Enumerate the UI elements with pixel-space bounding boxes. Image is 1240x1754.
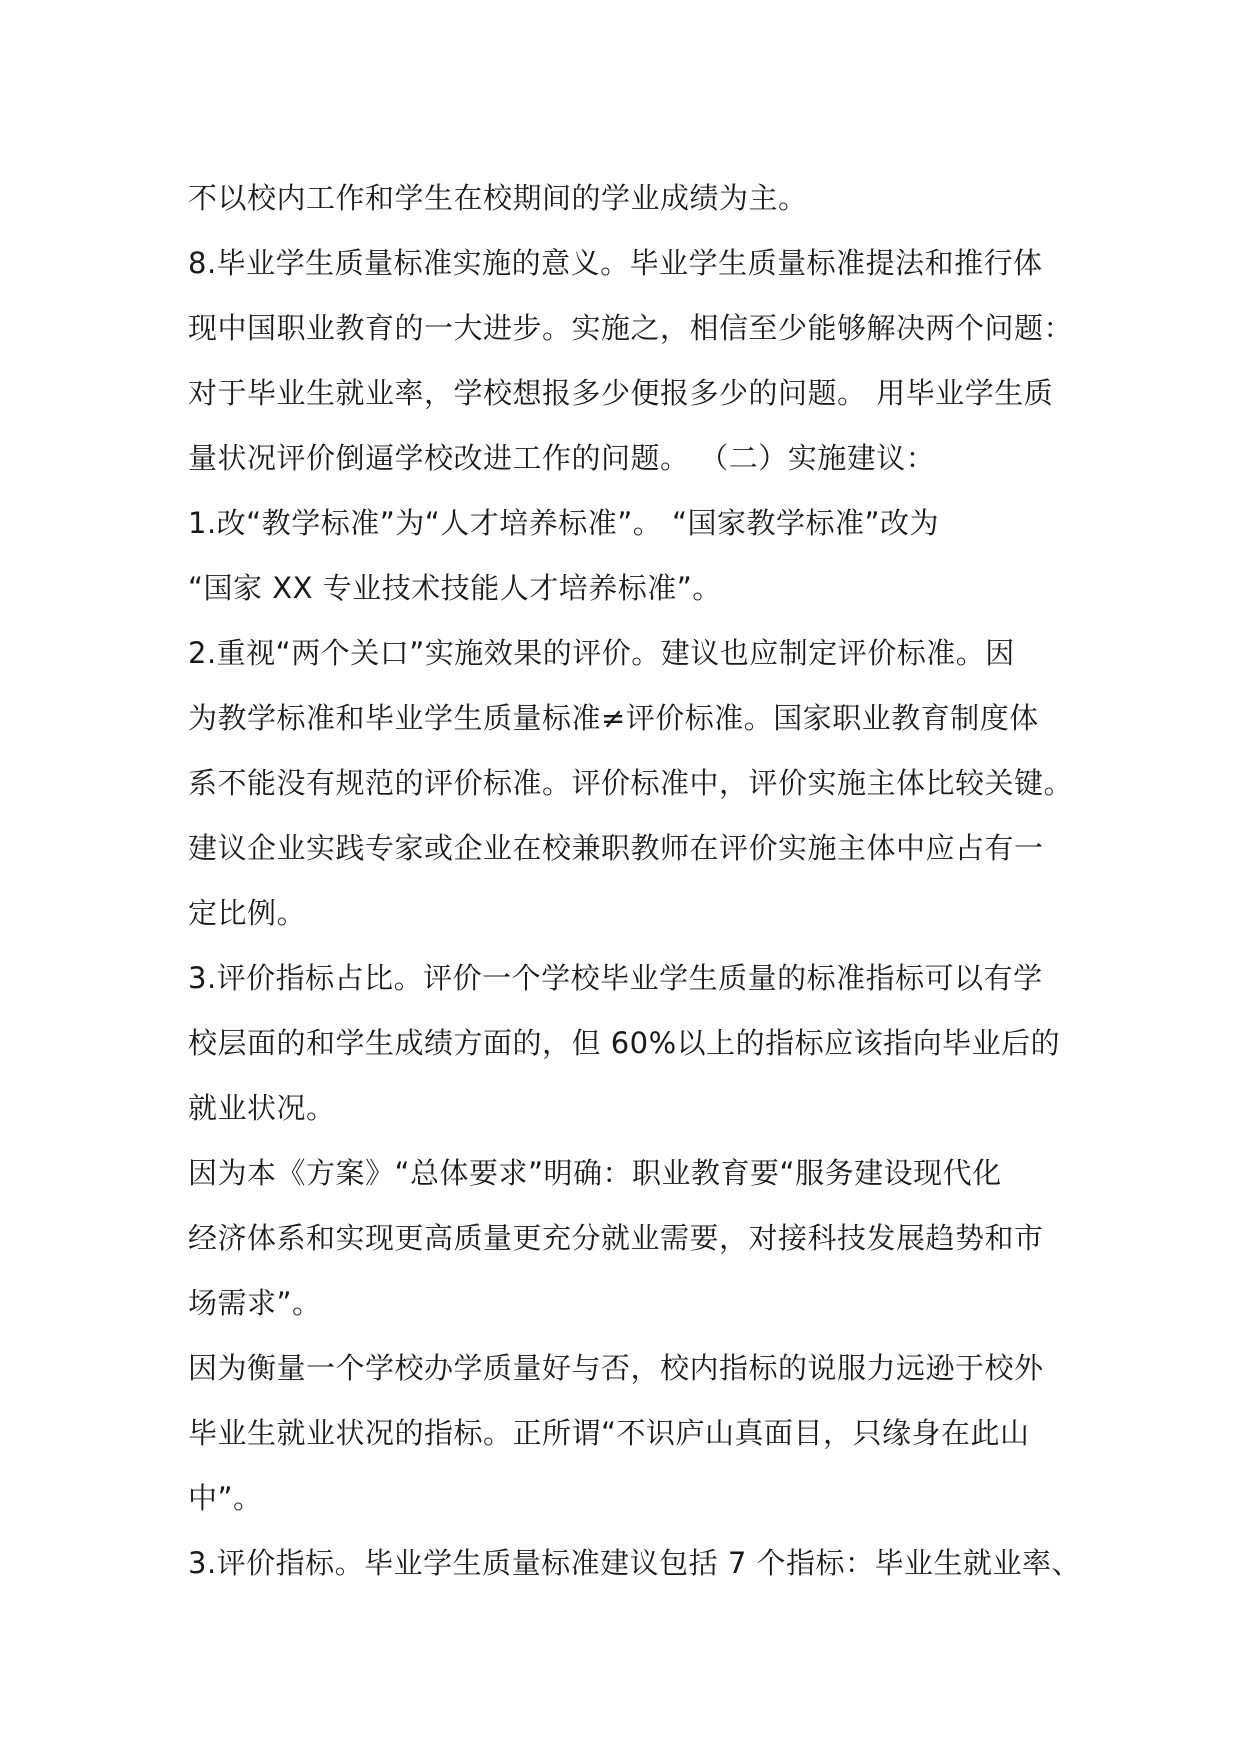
text-line: 不以校内工作和学生在校期间的学业成绩为主。 bbox=[188, 181, 808, 215]
text-line: “国家 XX 专业技术技能人才培养标准”。 bbox=[188, 571, 722, 605]
text-line: 为教学标准和毕业学生质量标准≠评价标准。国家职业教育制度体 bbox=[188, 701, 1039, 735]
text-line: 现中国职业教育的一大进步。实施之，相信至少能够解决两个问题： bbox=[188, 311, 1074, 345]
document-body bbox=[188, 166, 1082, 1596]
text-line: 2.重视“两个关口”实施效果的评价。建议也应制定评价标准。因 bbox=[188, 636, 1015, 670]
text-line: 定比例。 bbox=[188, 896, 307, 930]
text-line: 因为衡量一个学校办学质量好与否，校内指标的说服力远逊于校外 bbox=[188, 1351, 1044, 1385]
text-line: 8.毕业学生质量标准实施的意义。毕业学生质量标准提法和推行体 bbox=[188, 246, 1043, 280]
text-line: 场需求”。 bbox=[188, 1286, 322, 1320]
text-line: 毕业生就业状况的指标。正所谓“不识庐山真面目，只缘身在此山 bbox=[188, 1416, 1030, 1450]
text-line: 就业状况。 bbox=[188, 1091, 336, 1125]
text-line: 建议企业实践专家或企业在校兼职教师在评价实施主体中应占有一 bbox=[188, 831, 1044, 865]
text-line: 系不能没有规范的评价标准。评价标准中，评价实施主体比较关键。 bbox=[188, 766, 1074, 800]
text-line: 因为本《方案》“总体要求”明确：职业教育要“服务建设现代化 bbox=[188, 1156, 1002, 1190]
text-line: 量状况评价倒逼学校改进工作的问题。 （二）实施建议： bbox=[188, 441, 936, 475]
text-line: 中”。 bbox=[188, 1481, 263, 1515]
text-line: 经济体系和实现更高质量更充分就业需要，对接科技发展趋势和市 bbox=[188, 1221, 1044, 1255]
text-line: 校层面的和学生成绩方面的，但 60%以上的指标应该指向毕业后的 bbox=[188, 1026, 1061, 1060]
text-line: 1.改“教学标准”为“人才培养标准”。 “国家教学标准”改为 bbox=[188, 506, 940, 540]
text-line: 对于毕业生就业率，学校想报多少便报多少的问题。 用毕业学生质 bbox=[188, 376, 1054, 410]
text-line: 3.评价指标占比。评价一个学校毕业学生质量的标准指标可以有学 bbox=[188, 961, 1043, 995]
text-line: 3.评价指标。毕业学生质量标准建议包括 7 个指标：毕业生就业率、 bbox=[188, 1546, 1082, 1580]
